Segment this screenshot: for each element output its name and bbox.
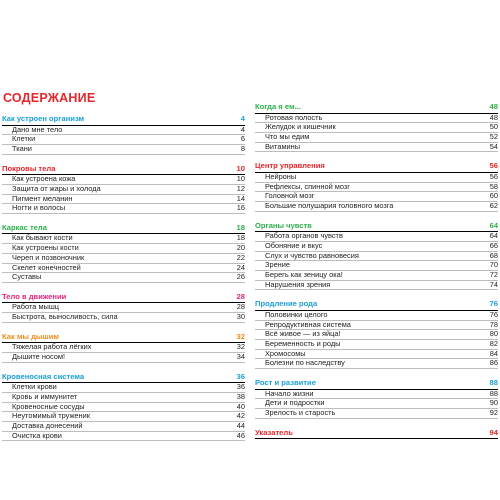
toc-entry[interactable] bbox=[2, 135, 245, 145]
entry-title: Пигмент меланин bbox=[12, 193, 73, 203]
toc-section bbox=[255, 429, 498, 440]
toc-section bbox=[2, 224, 245, 283]
entry-page-number: 30 bbox=[236, 312, 245, 322]
entry-title: Дано мне тело bbox=[12, 124, 63, 134]
entry-page-number: 10 bbox=[236, 174, 245, 184]
toc-section bbox=[2, 115, 245, 155]
entry-title: Хромосомы bbox=[265, 348, 306, 358]
entry-page-number: 52 bbox=[489, 131, 498, 141]
entry-page-number: 16 bbox=[236, 203, 245, 213]
toc-entry[interactable] bbox=[255, 359, 498, 369]
entry-page-number: 22 bbox=[236, 252, 245, 262]
section-heading[interactable] bbox=[255, 103, 498, 114]
section-page-number: 88 bbox=[489, 378, 498, 388]
entry-page-number: 54 bbox=[489, 141, 498, 151]
entry-title: Кровь и иммунитет bbox=[12, 391, 78, 401]
toc-entry[interactable] bbox=[2, 204, 245, 214]
toc-entry[interactable] bbox=[255, 252, 498, 262]
toc-right-column bbox=[255, 103, 498, 449]
section-title: Продление рода bbox=[255, 299, 318, 309]
toc-entry[interactable] bbox=[2, 432, 245, 442]
toc-section bbox=[255, 162, 498, 211]
section-title: Кровеносная система bbox=[2, 371, 85, 381]
entry-title: Витамины bbox=[265, 141, 301, 151]
toc-entry[interactable] bbox=[2, 353, 245, 363]
toc-entry[interactable] bbox=[255, 409, 498, 419]
entry-title: Очистка крови bbox=[12, 430, 62, 440]
entry-title: Что мы едим bbox=[265, 131, 310, 141]
entry-page-number: 62 bbox=[489, 200, 498, 210]
section-page-number: 48 bbox=[489, 102, 498, 111]
entry-page-number: 4 bbox=[240, 124, 245, 134]
section-page-number: 64 bbox=[489, 220, 498, 230]
entry-page-number: 34 bbox=[236, 352, 245, 362]
entry-title: Ногти и волосы bbox=[12, 203, 66, 213]
entry-title: Желудок и кишечник bbox=[265, 122, 336, 132]
entry-page-number: 48 bbox=[489, 112, 498, 122]
section-page-number: 94 bbox=[489, 427, 498, 437]
entry-page-number: 14 bbox=[236, 193, 245, 203]
entry-page-number: 82 bbox=[489, 338, 498, 348]
toc-entry[interactable] bbox=[2, 313, 245, 323]
entry-page-number: 6 bbox=[240, 134, 245, 144]
page-title: СОДЕРЖАНИЕ bbox=[3, 91, 96, 105]
section-title: Органы чувств bbox=[255, 220, 312, 230]
entry-page-number: 40 bbox=[236, 401, 245, 411]
section-title: Тело в движении bbox=[2, 291, 67, 301]
entry-page-number: 12 bbox=[236, 183, 245, 193]
entry-title: Работа органов чувств bbox=[265, 231, 343, 241]
entry-title: Зрелость и старость bbox=[265, 407, 336, 417]
toc-entry[interactable] bbox=[255, 202, 498, 212]
toc-entry[interactable] bbox=[255, 281, 498, 291]
entry-title: Дети и подростки bbox=[265, 398, 325, 408]
toc-section bbox=[2, 165, 245, 214]
entry-title: Ткани bbox=[12, 143, 32, 153]
entry-page-number: 80 bbox=[489, 329, 498, 339]
entry-page-number: 20 bbox=[236, 243, 245, 253]
section-title: Как устроен организм bbox=[2, 114, 85, 123]
toc-section bbox=[255, 300, 498, 369]
entry-title: Головной мозг bbox=[265, 191, 315, 201]
entry-page-number: 68 bbox=[489, 250, 498, 260]
entry-page-number: 56 bbox=[489, 171, 498, 181]
entry-page-number: 36 bbox=[236, 382, 245, 392]
entry-title: Как устроена кожа bbox=[12, 174, 76, 184]
section-heading[interactable] bbox=[255, 379, 498, 390]
section-page-number: 4 bbox=[240, 114, 245, 123]
entry-title: Слух и чувство равновесия bbox=[265, 250, 359, 260]
entry-title: Беременность и роды bbox=[265, 338, 341, 348]
section-heading[interactable] bbox=[2, 115, 245, 126]
entry-page-number: 84 bbox=[489, 348, 498, 358]
toc-entry[interactable] bbox=[2, 126, 245, 136]
entry-page-number: 70 bbox=[489, 260, 498, 270]
toc-section bbox=[255, 222, 498, 291]
toc-left-column bbox=[2, 115, 245, 451]
entry-title: Скелет конечностей bbox=[12, 262, 81, 272]
entry-title: Репродуктивная система bbox=[265, 319, 351, 329]
entry-title: Рефлексы, спинной мозг bbox=[265, 181, 350, 191]
entry-title: Неутомимый труженик bbox=[12, 411, 90, 421]
toc-section bbox=[2, 373, 245, 442]
entry-page-number: 26 bbox=[236, 272, 245, 282]
section-title: Каркас тела bbox=[2, 222, 47, 232]
entry-page-number: 92 bbox=[489, 407, 498, 417]
entry-page-number: 78 bbox=[489, 319, 498, 329]
section-page-number: 56 bbox=[489, 161, 498, 171]
entry-page-number: 90 bbox=[489, 398, 498, 408]
entry-title: Большие полушария головного мозга bbox=[265, 200, 394, 210]
toc-entry[interactable] bbox=[2, 145, 245, 155]
entry-title: Кровеносные сосуды bbox=[12, 401, 85, 411]
entry-title: Как бывают кости bbox=[12, 233, 73, 243]
entry-title: Клетки крови bbox=[12, 382, 57, 392]
section-page-number: 32 bbox=[236, 331, 245, 341]
toc-section bbox=[2, 293, 245, 323]
entry-page-number: 28 bbox=[236, 302, 245, 312]
entry-title: Обоняние и вкус bbox=[265, 240, 323, 250]
entry-title: Всё живое — из яйца! bbox=[265, 329, 341, 339]
section-page-number: 36 bbox=[236, 371, 245, 381]
entry-title: Быстрота, выносливость, сила bbox=[12, 312, 118, 322]
entry-page-number: 42 bbox=[236, 411, 245, 421]
entry-page-number: 74 bbox=[489, 279, 498, 289]
toc-entry[interactable] bbox=[255, 143, 498, 153]
section-title: Центр управления bbox=[255, 161, 325, 171]
entry-title: Начало жизни bbox=[265, 388, 314, 398]
section-title: Указатель bbox=[255, 427, 293, 437]
entry-title: Дышите носом! bbox=[12, 352, 66, 362]
entry-page-number: 38 bbox=[236, 391, 245, 401]
section-title: Рост и развитие bbox=[255, 378, 316, 388]
entry-page-number: 88 bbox=[489, 388, 498, 398]
entry-title: Ротовая полость bbox=[265, 112, 323, 122]
section-title: Покровы тела bbox=[2, 163, 56, 173]
entry-page-number: 66 bbox=[489, 240, 498, 250]
entry-title: Зрение bbox=[265, 260, 291, 270]
entry-title: Берегь как зеницу ока! bbox=[265, 269, 343, 279]
entry-page-number: 46 bbox=[236, 430, 245, 440]
entry-title: Нейроны bbox=[265, 171, 297, 181]
entry-page-number: 24 bbox=[236, 262, 245, 272]
entry-page-number: 44 bbox=[236, 421, 245, 431]
entry-page-number: 32 bbox=[236, 342, 245, 352]
section-page-number: 76 bbox=[489, 299, 498, 309]
entry-page-number: 76 bbox=[489, 309, 498, 319]
section-heading[interactable] bbox=[255, 429, 498, 440]
toc-section bbox=[255, 103, 498, 152]
entry-page-number: 58 bbox=[489, 181, 498, 191]
entry-title: Доставка донесений bbox=[12, 421, 83, 431]
entry-title: Череп и позвоночник bbox=[12, 252, 85, 262]
entry-title: Защита от жары и холода bbox=[12, 183, 101, 193]
toc-section bbox=[255, 379, 498, 419]
section-title: Когда я ем... bbox=[255, 102, 301, 111]
entry-title: Болезни по наследству bbox=[265, 358, 345, 368]
toc-entry[interactable] bbox=[2, 273, 245, 283]
entry-page-number: 86 bbox=[489, 358, 498, 368]
toc-section bbox=[2, 333, 245, 363]
entry-title: Тяжелая работа лёгких bbox=[12, 342, 92, 352]
section-page-number: 10 bbox=[236, 163, 245, 173]
section-page-number: 18 bbox=[236, 222, 245, 232]
entry-title: Нарушения зрения bbox=[265, 279, 331, 289]
entry-page-number: 64 bbox=[489, 231, 498, 241]
entry-title: Половинки целого bbox=[265, 309, 328, 319]
entry-title: Клетки bbox=[12, 134, 36, 144]
entry-title: Как устроены кости bbox=[12, 243, 79, 253]
entry-page-number: 8 bbox=[240, 143, 245, 153]
entry-title: Работа мышц bbox=[12, 302, 59, 312]
entry-page-number: 60 bbox=[489, 191, 498, 201]
entry-title: Суставы bbox=[12, 272, 42, 282]
section-page-number: 28 bbox=[236, 291, 245, 301]
entry-page-number: 50 bbox=[489, 122, 498, 132]
section-title: Как мы дышим bbox=[2, 331, 59, 341]
entry-page-number: 18 bbox=[236, 233, 245, 243]
entry-page-number: 72 bbox=[489, 269, 498, 279]
